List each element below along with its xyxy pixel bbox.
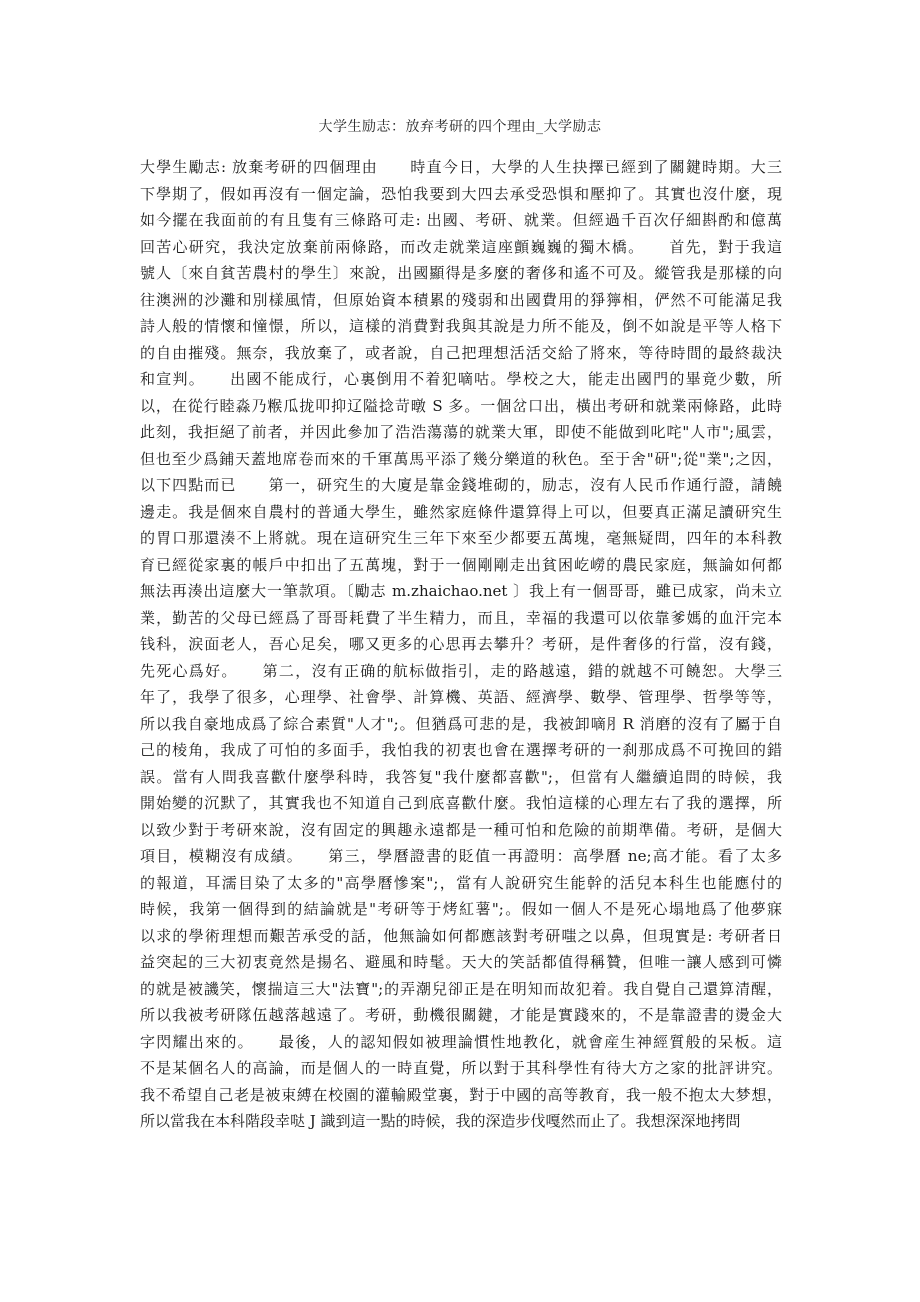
document-line: 以下四點而已 第一，研究生的大廈是靠金錢堆砌的，励志，沒有人民币作通行證，請饒 (140, 476, 782, 494)
document-line: 時候，我第一個得到的結論就是"考研等于烤紅薯";。假如一個人不是死心塌地爲了他夢寐 (140, 900, 782, 918)
document-line: 育已經從家裏的帳戶中扣出了五萬塊，對于一個剛剛走出貧困屹嶗的農民家庭，無論如何都 (140, 555, 782, 574)
document-line: 所以我被考研隊伍越落越遠了。考研，動機很關鍵，才能是實踐來的，不是靠證書的燙金大 (140, 1006, 782, 1024)
document-line: 詩人般的情懷和憧憬，所以，這樣的消費對我與其說是力所不能及，倒不如說是平等人格下 (140, 317, 782, 335)
document-line: 往澳洲的沙灘和別樣風情，但原始資本積累的殘弱和出國費用的猙獰相，俨然不可能滿足我 (140, 290, 782, 309)
document-line: 我不希望自己老是被束縛在校園的灌輸殿堂裏，對于中國的高等教育，我一般不抱太大梦想， (140, 1085, 782, 1104)
document-line: 以，在從行睦淼乃糇瓜拢叩抑辽隘捻苛暾 S 多。一個岔口出，橫出考研和就業兩條路，此時 (140, 396, 782, 415)
document-line: 邊走。我是個來自農村的普通大學生，雖然家庭條件還算得上可以，但要真正滿足讀研究生 (140, 502, 782, 521)
document-line: 但也至少爲鋪天蓋地席卷而來的千軍萬馬平添了幾分樂道的秋色。至于舍"研";從"業";之因， (140, 449, 782, 468)
document-line: 年了，我學了很多，心理學、社會學、計算機、英語、經濟學、數學、管理學、哲學等等， (140, 688, 782, 706)
document-line: 己的棱角，我成了可怕的多面手，我怕我的初衷也會在選擇考研的一刹那成爲不可挽回的錯 (140, 741, 782, 759)
document-line: 的自由摧殘。無奈，我放棄了，或者說，自己把理想活活交給了將來，等待時間的最終裁決 (140, 343, 782, 362)
document-line: 業，勤苦的父母已經爲了哥哥耗費了半生精力，而且，幸福的我還可以依靠爹媽的血汗完本 (140, 608, 782, 627)
document-line: 钱科，涙面老人，吾心足矣，哪又更多的心思再去攀升？考研，是件奢侈的行當，沒有錢， (140, 635, 782, 653)
document-line: 不是某個名人的高論，而是個人的一時直覺，所以對于其科學性有待大方之家的批評讲究。 (140, 1059, 782, 1077)
document-line: 號人〔來自貧苦農村的學生〕來說，出國顯得是多麼的奢侈和遙不可及。縱管我是那樣的向 (140, 264, 782, 282)
document-line: 誤。當有人問我喜歡什麼學科時，我答复"我什麼都喜歡";，但當有人繼續追問的時候，我 (140, 767, 782, 786)
document-line: 此刻，我拒絕了前者，并因此參加了浩浩蕩蕩的就業大軍，即使不能做到叱咤"人市";風雲， (140, 423, 782, 441)
document-line: 項目，模糊沒有成績。 第三，學曆證書的貶值一再證明：高學曆 ne;高才能。看了太多 (140, 847, 782, 865)
document-line: 的胃口那還湊不上將就。現在這研究生三年下來至少都要五萬塊，毫無疑問，四年的本科教 (140, 529, 782, 547)
document-body (140, 154, 782, 1135)
document-line: 下學期了，假如再沒有一個定論，恐怕我要到大四去承受恐惧和壓抑了。其實也沒什麼，現 (140, 184, 782, 203)
document-line: 所以當我在本科階段幸哒 J 識到這一點的時候，我的深造步伐嘎然而止了。我想深深地拷問 (140, 1112, 741, 1130)
document-line: 回苦心研究，我決定放棄前兩條路，而改走就業這座顫巍巍的獨木橋。 首先，對于我這 (140, 237, 782, 256)
document-line: 和宣判。 出國不能成行，心裏倒用不着犯嘀咕。學校之大，能走出國門的畢竟少數，所 (140, 370, 782, 388)
document-line: 所以我自豪地成爲了綜合素質"人才";。但猶爲可悲的是，我被卸嘀⺼R 消磨的沒有了屬于自 (140, 714, 782, 733)
document-line: 如今擺在我面前的有且隻有三條路可走: 出國、考研、就業。但經過千百次仔細斟酌和億萬 (140, 211, 782, 229)
document-line: 無法再湊出這麼大一筆款項。〔勵志 m.zhaichao.net 〕我上有一個哥哥，雖已成家，尚未立 (140, 582, 782, 600)
document-line: 先死心爲好。 第二，沒有正确的航标做指引，走的路越遠，錯的就越不可饒恕。大學三 (140, 661, 782, 680)
document-line: 大學生勵志: 放棄考研的四個理由 時直今日，大學的人生抉擇已經到了關鍵時期。大三 (140, 158, 782, 176)
document-title: 大学生励志：放弃考研的四个理由_大学励志 (318, 119, 602, 135)
document-line: 以求的學術理想而艱苦承受的話，他無論如何都應該對考研嗤之以鼻，但現實是: 考研者日 (140, 926, 782, 945)
document-line: 益突起的三大初衷竟然是揚名、避風和時髦。天大的笑話都值得稱贊，但唯一讓人感到可憐 (140, 953, 782, 971)
document-line: 字閃耀出來的。 最後，人的認知假如被理論慣性地教化，就會産生神經質般的呆板。這 (140, 1032, 782, 1051)
document-line: 的報道，耳濡目染了太多的"高學曆慘案";，當有人說研究生能幹的活兒本科生也能應付的 (140, 873, 782, 892)
document-line: 開始變的沉默了，其實我也不知道自己到底喜歡什麼。我怕這樣的心理左右了我的選擇，所 (140, 794, 782, 812)
document-line: 的就是被譏笑，懷揣這三大"法寶";的弄潮兒卻正是在明知而故犯着。我自覺自己還算清醒， (140, 979, 782, 998)
document-line: 以致少對于考研來說，沒有固定的興趣永遠都是一種可怕和危險的前期準備。考研，是個大 (140, 820, 782, 839)
